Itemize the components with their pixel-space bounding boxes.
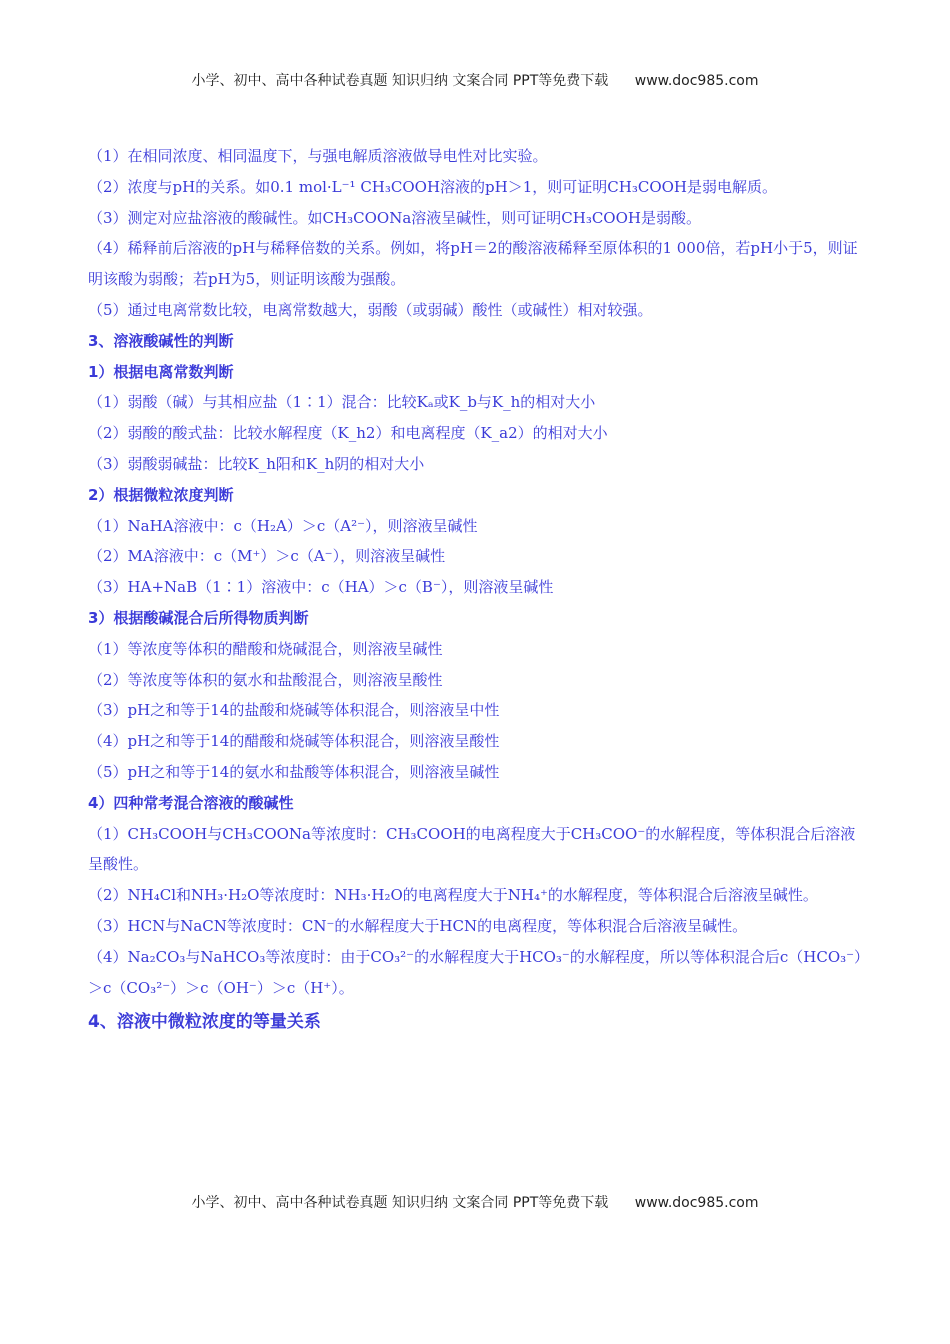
text-line: （2）等浓度等体积的氨水和盐酸混合，则溶液呈酸性 [88, 670, 443, 689]
document-body [88, 141, 868, 1039]
subsection-heading: 4）四种常考混合溶液的酸碱性 [88, 793, 294, 812]
text-line: （3）HA+NaB（1∶1）溶液中：c（HA）＞c（B⁻），则溶液呈碱性 [88, 578, 554, 597]
text-line: （3）弱酸弱碱盐：比较K_h阳和K_h阴的相对大小 [88, 454, 425, 473]
text-line: （1）等浓度等体积的醋酸和烧碱混合，则溶液呈碱性 [88, 639, 443, 658]
text-line: （1）NaHA溶液中：c（H₂A）＞c（A²⁻），则溶液呈碱性 [88, 516, 478, 535]
text-line: （4）pH之和等于14的醋酸和烧碱等体积混合，则溶液呈酸性 [88, 732, 500, 751]
text-paragraph: （4）Na₂CO₃与NaHCO₃等浓度时：由于CO₃²⁻的水解程度大于HCO₃⁻的水解程度，所以等体积混合后c（HCO₃⁻）＞c（CO₃²⁻）＞c（OH⁻）＞c（H⁺）。 [88, 947, 862, 997]
text-line: （3）测定对应盐溶液的酸碱性。如CH₃COONa溶液呈碱性，则可证明CH₃COOH是弱酸。 [88, 208, 701, 227]
header-text: 小学、初中、高中各种试卷真题 知识归纳 文案合同 PPT等免费下载 [191, 73, 609, 89]
footer-text: 小学、初中、高中各种试卷真题 知识归纳 文案合同 PPT等免费下载 [191, 1195, 609, 1211]
subsection-heading: 1）根据电离常数判断 [88, 362, 234, 381]
section-heading: 3、溶液酸碱性的判断 [88, 331, 234, 350]
text-line: （2）MA溶液中：c（M⁺）＞c（A⁻），则溶液呈碱性 [88, 547, 446, 566]
text-line: （1）弱酸（碱）与其相应盐（1∶1）混合：比较Kₐ或K_b与K_h的相对大小 [88, 393, 596, 412]
subsection-heading: 2）根据微粒浓度判断 [88, 485, 234, 504]
page-header [0, 70, 950, 90]
text-line: （5）通过电离常数比较，电离常数越大，弱酸（或弱碱）酸性（或碱性）相对较强。 [88, 300, 653, 319]
text-line: （2）弱酸的酸式盐：比较水解程度（K_h2）和电离程度（K_a2）的相对大小 [88, 424, 608, 443]
text-line: （2）浓度与pH的关系。如0.1 mol·L⁻¹ CH₃COOH溶液的pH＞1，则可证明CH₃COOH是弱电解质。 [88, 177, 778, 196]
text-line: （5）pH之和等于14的氨水和盐酸等体积混合，则溶液呈碱性 [88, 762, 500, 781]
text-paragraph: （4）稀释前后溶液的pH与稀释倍数的关系。例如，将pH＝2的酸溶液稀释至原体积的1 000倍，若pH小于5，则证明该酸为弱酸；若pH为5，则证明该酸为强酸。 [88, 239, 858, 289]
text-line: （3）HCN与NaCN等浓度时：CN⁻的水解程度大于HCN的电离程度，等体积混合后溶液呈碱性。 [88, 916, 748, 935]
text-paragraph: （1）CH₃COOH与CH₃COONa等浓度时：CH₃COOH的电离程度大于CH₃COO⁻的水解程度，等体积混合后溶液呈酸性。 [88, 824, 856, 874]
page-footer [0, 1192, 950, 1212]
header-site-link[interactable]: www.doc985.com [634, 73, 759, 89]
footer-site-link[interactable]: www.doc985.com [634, 1195, 759, 1211]
section-heading: 4、溶液中微粒浓度的等量关系 [88, 1012, 321, 1033]
text-paragraph: （2）NH₄Cl和NH₃·H₂O等浓度时：NH₃·H₂O的电离程度大于NH₄⁺的水解程度，等体积混合后溶液呈碱性。 [88, 886, 818, 905]
text-line: （1）在相同浓度、相同温度下，与强电解质溶液做导电性对比实验。 [88, 147, 548, 165]
subsection-heading: 3）根据酸碱混合后所得物质判断 [88, 608, 309, 627]
text-line: （3）pH之和等于14的盐酸和烧碱等体积混合，则溶液呈中性 [88, 701, 500, 720]
